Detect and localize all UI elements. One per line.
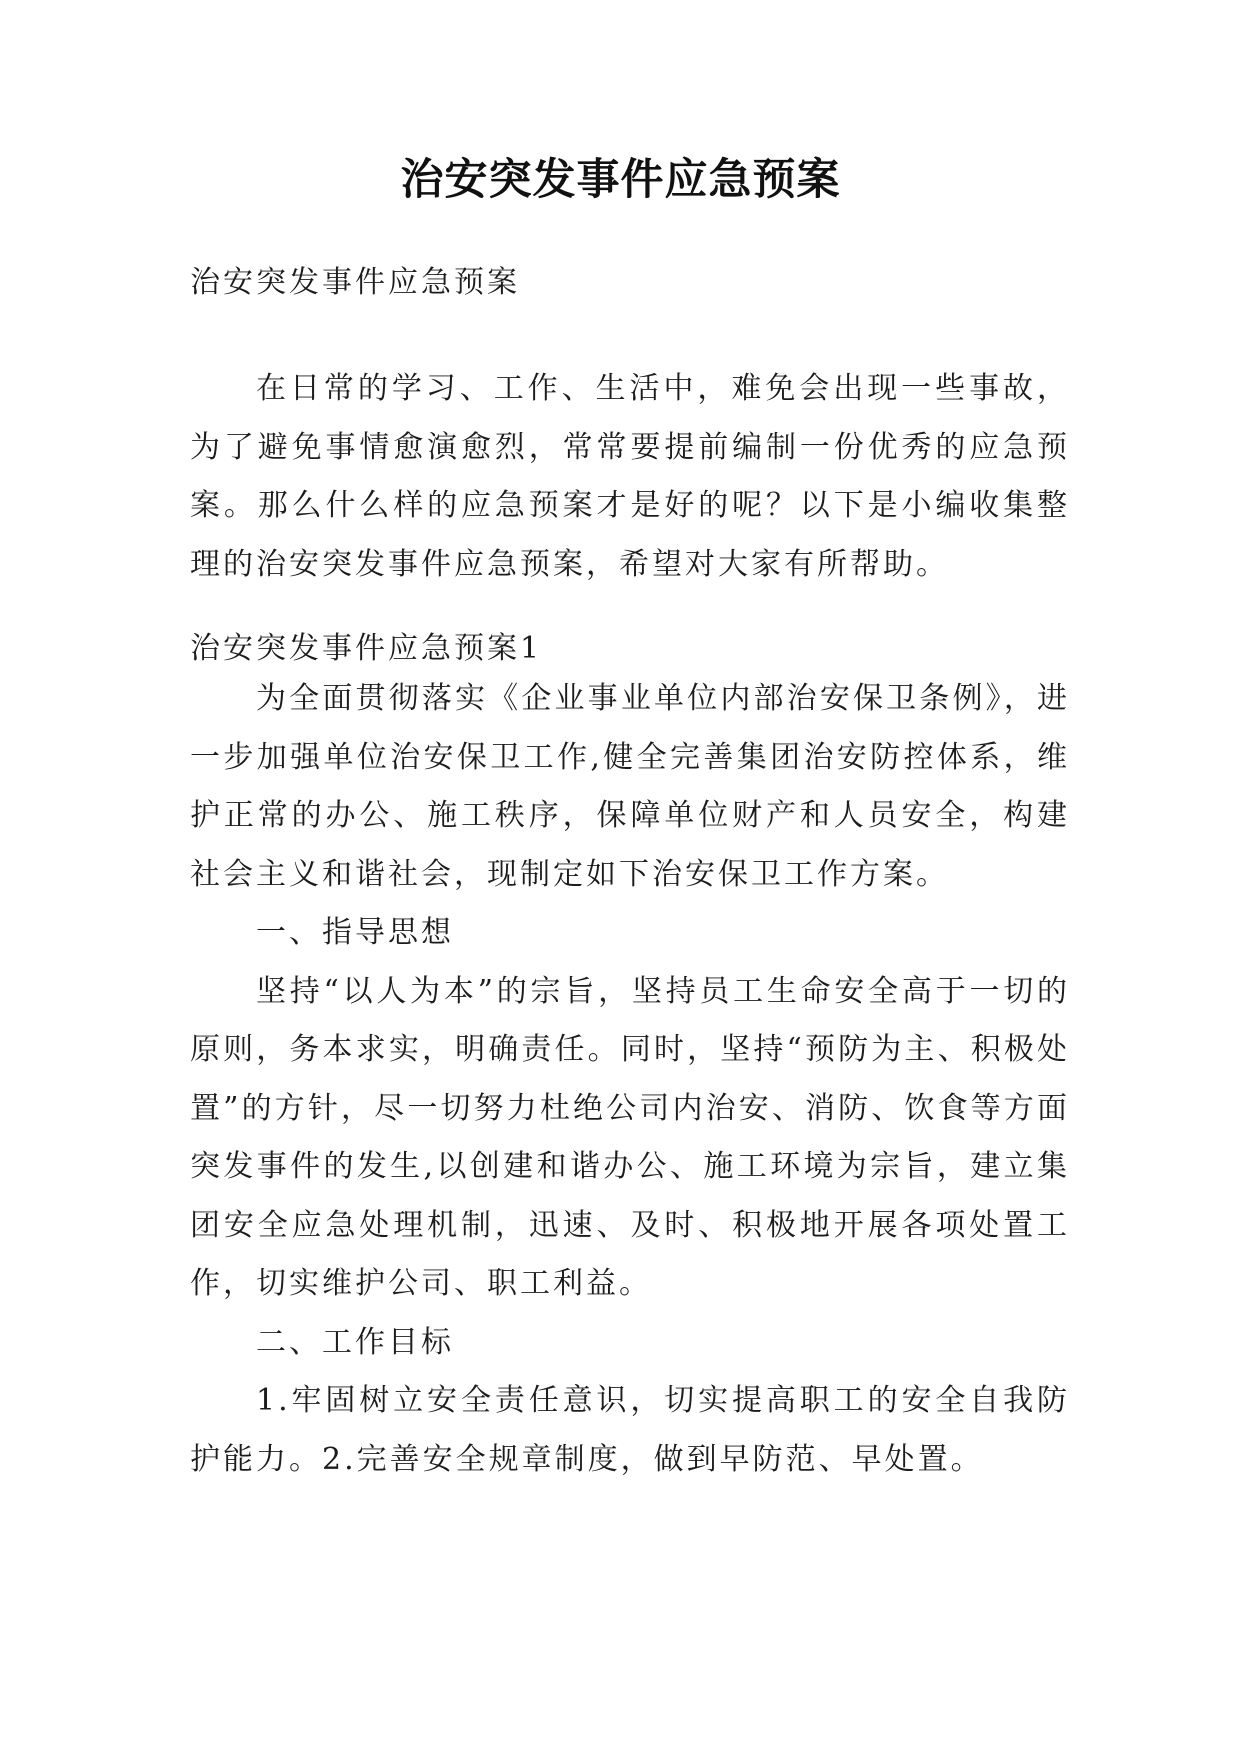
document-subtitle: 治安突发事件应急预案 xyxy=(190,265,520,300)
heading-work-goals: 二、工作目标 xyxy=(256,1324,454,1360)
guiding-ideology-paragraph: 坚持“以人为本”的宗旨，坚持员工生命安全高于一切的原则，务本求实，明确责任。同时，坚持“预防为主、积极处置”的方针，尽一切努力杜绝公司内治安、消防、饮食等方面突发事件的发生,以创建和谐办公、施工环境为宗旨，建立集团安全应急处理机制，迅速、及时、积极地开展各项处置工作，切实维护公司、职工利益。 xyxy=(190,973,1070,1301)
heading-guiding-ideology: 一、指导思想 xyxy=(256,915,454,950)
purpose-paragraph: 为全面贯彻落实《企业事业单位内部治安保卫条例》，进一步加强单位治安保卫工作,健全完善集团治安防控体系，维护正常的办公、施工秩序，保障单位财产和人员安全，构建社会主义和谐社会，现制定如下治安保卫工作方案。 xyxy=(190,681,1070,892)
intro-paragraph: 在日常的学习、工作、生活中，难免会出现一些事故，为了避免事情愈演愈烈，常常要提前编制一份优秀的应急预案。那么什么样的应急预案才是好的呢？以下是小编收集整理的治安突发事件应急预案，希望对大家有所帮助。 xyxy=(190,371,1070,582)
section-body xyxy=(190,670,1070,1489)
document-title: 治安突发事件应急预案 xyxy=(400,155,841,205)
work-goals-paragraph: 1.牢固树立安全责任意识，切实提高职工的安全自我防护能力。2.完善安全规章制度，做到早防范、早处置。 xyxy=(190,1383,1070,1477)
section-title: 治安突发事件应急预案1 xyxy=(190,631,543,666)
